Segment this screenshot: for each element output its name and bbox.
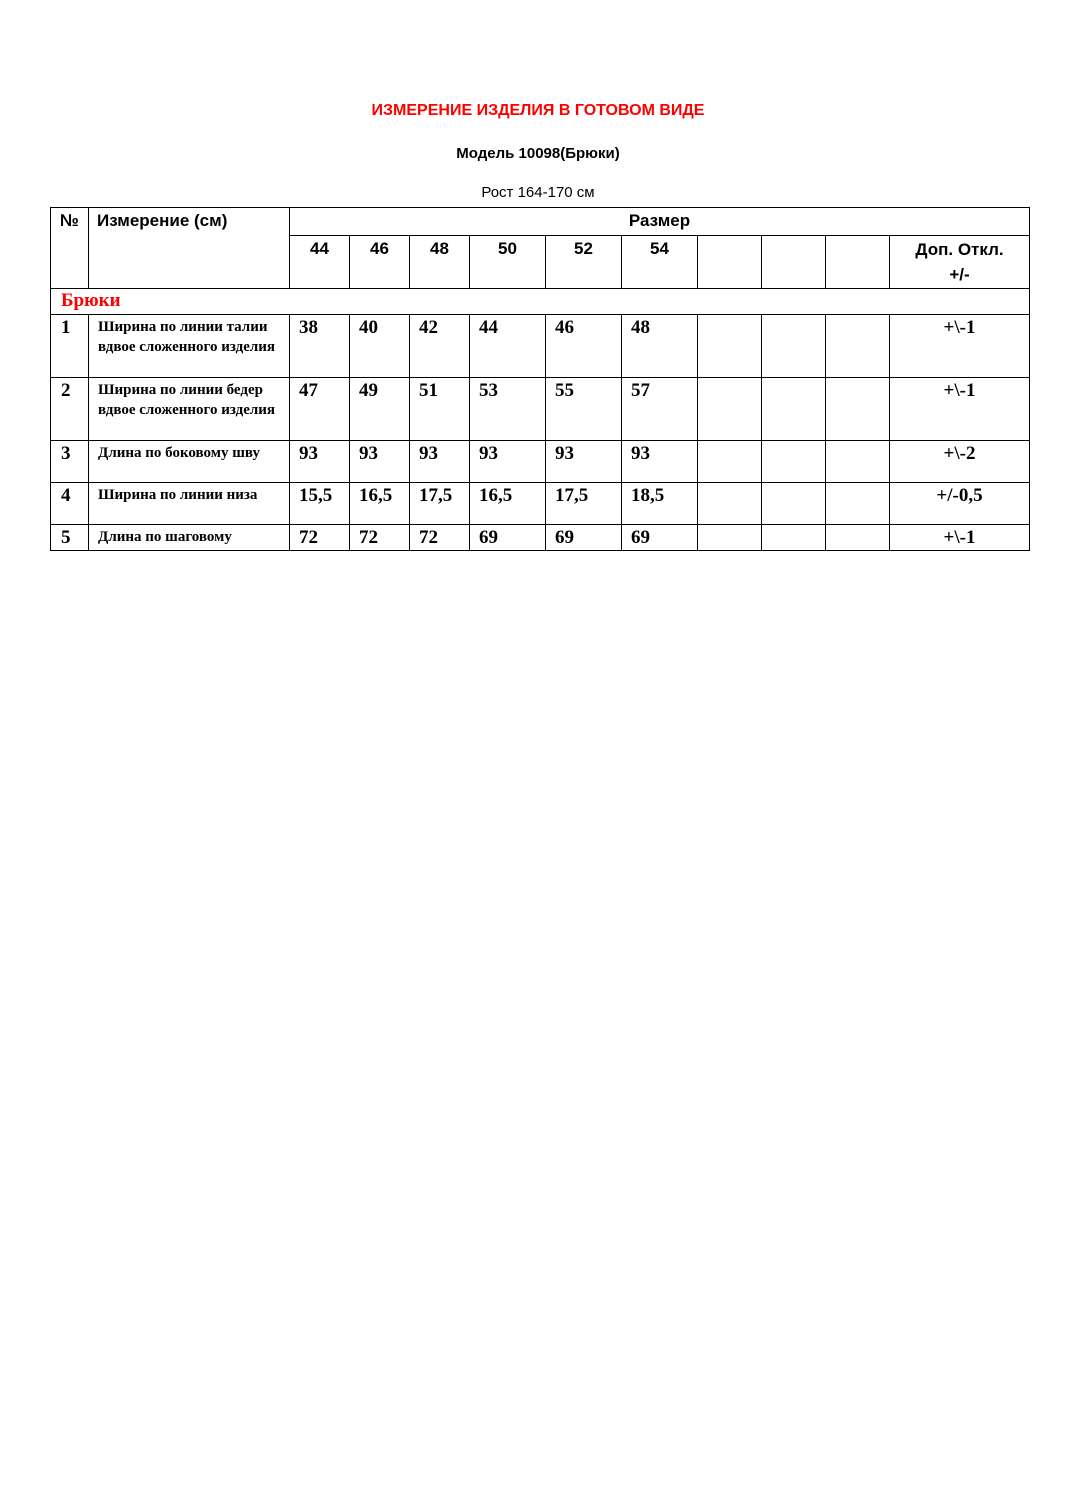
section-row (51, 289, 1030, 315)
row-value: 18,5 (622, 483, 698, 525)
row-value: 40 (350, 315, 410, 378)
header-row-top (51, 208, 1030, 236)
row-number: 4 (51, 483, 89, 525)
table-row (51, 378, 1030, 441)
row-tolerance: +\-1 (890, 378, 1030, 441)
table-row (51, 315, 1030, 378)
row-value: 55 (546, 378, 622, 441)
table-row (51, 441, 1030, 483)
row-number: 2 (51, 378, 89, 441)
row-value: 49 (350, 378, 410, 441)
row-measurement-name: Ширина по линии низа (89, 483, 290, 525)
row-measurement-name: Длина по боковому шву (89, 441, 290, 483)
row-measurement-name: Длина по шаговому (89, 525, 290, 551)
model-name: Модель 10098(Брюки) (456, 145, 620, 162)
section-label: Брюки (51, 289, 1030, 315)
row-number: 5 (51, 525, 89, 551)
size-cell: 54 (622, 236, 698, 289)
row-value: 17,5 (546, 483, 622, 525)
row-value: 72 (410, 525, 470, 551)
row-value (762, 483, 826, 525)
size-cell: 46 (350, 236, 410, 289)
row-value: 93 (546, 441, 622, 483)
row-value (826, 315, 890, 378)
row-value: 38 (290, 315, 350, 378)
size-cell (762, 236, 826, 289)
row-value: 42 (410, 315, 470, 378)
row-value (826, 525, 890, 551)
row-value: 16,5 (470, 483, 546, 525)
row-number: 1 (51, 315, 89, 378)
row-value: 72 (350, 525, 410, 551)
row-value: 51 (410, 378, 470, 441)
tolerance-header (890, 236, 1030, 289)
size-cell: 44 (290, 236, 350, 289)
row-value: 17,5 (410, 483, 470, 525)
row-value (698, 525, 762, 551)
row-value: 69 (546, 525, 622, 551)
row-value: 93 (410, 441, 470, 483)
row-value: 46 (546, 315, 622, 378)
row-value: 16,5 (350, 483, 410, 525)
row-value: 47 (290, 378, 350, 441)
row-measurement-name: Ширина по линии бедер вдвое сложенного изделия (89, 378, 290, 441)
row-value: 69 (470, 525, 546, 551)
row-value: 93 (622, 441, 698, 483)
number-header: № (51, 208, 89, 289)
tolerance-header-line2: +/- (949, 265, 970, 284)
row-tolerance: +\-1 (890, 525, 1030, 551)
measurement-header: Измерение (см) (89, 208, 290, 289)
row-value: 93 (350, 441, 410, 483)
row-value (826, 378, 890, 441)
row-value (698, 315, 762, 378)
row-value: 57 (622, 378, 698, 441)
row-value: 48 (622, 315, 698, 378)
row-value: 93 (290, 441, 350, 483)
row-value: 72 (290, 525, 350, 551)
height-range: Рост 164-170 см (481, 184, 595, 201)
row-value (698, 378, 762, 441)
row-value (762, 525, 826, 551)
row-value: 93 (470, 441, 546, 483)
row-tolerance: +\-2 (890, 441, 1030, 483)
size-header: Размер (290, 208, 1030, 236)
row-value: 44 (470, 315, 546, 378)
row-tolerance: +/-0,5 (890, 483, 1030, 525)
size-cell (698, 236, 762, 289)
size-cell: 50 (470, 236, 546, 289)
row-value (826, 483, 890, 525)
row-value (762, 315, 826, 378)
row-measurement-name: Ширина по линии талии вдвое сложенного изделия (89, 315, 290, 378)
size-cell: 48 (410, 236, 470, 289)
tolerance-header-line1: Доп. Откл. (915, 240, 1004, 259)
measurement-table (50, 207, 1030, 551)
row-value (762, 378, 826, 441)
size-cell: 52 (546, 236, 622, 289)
row-value (762, 441, 826, 483)
row-value (698, 483, 762, 525)
row-value: 69 (622, 525, 698, 551)
row-number: 3 (51, 441, 89, 483)
document-title: ИЗМЕРЕНИЕ ИЗДЕЛИЯ В ГОТОВОМ ВИДЕ (371, 102, 705, 119)
row-value: 15,5 (290, 483, 350, 525)
row-value: 53 (470, 378, 546, 441)
row-tolerance: +\-1 (890, 315, 1030, 378)
table-row (51, 483, 1030, 525)
row-value (826, 441, 890, 483)
table-row (51, 525, 1030, 551)
size-cell (826, 236, 890, 289)
row-value (698, 441, 762, 483)
